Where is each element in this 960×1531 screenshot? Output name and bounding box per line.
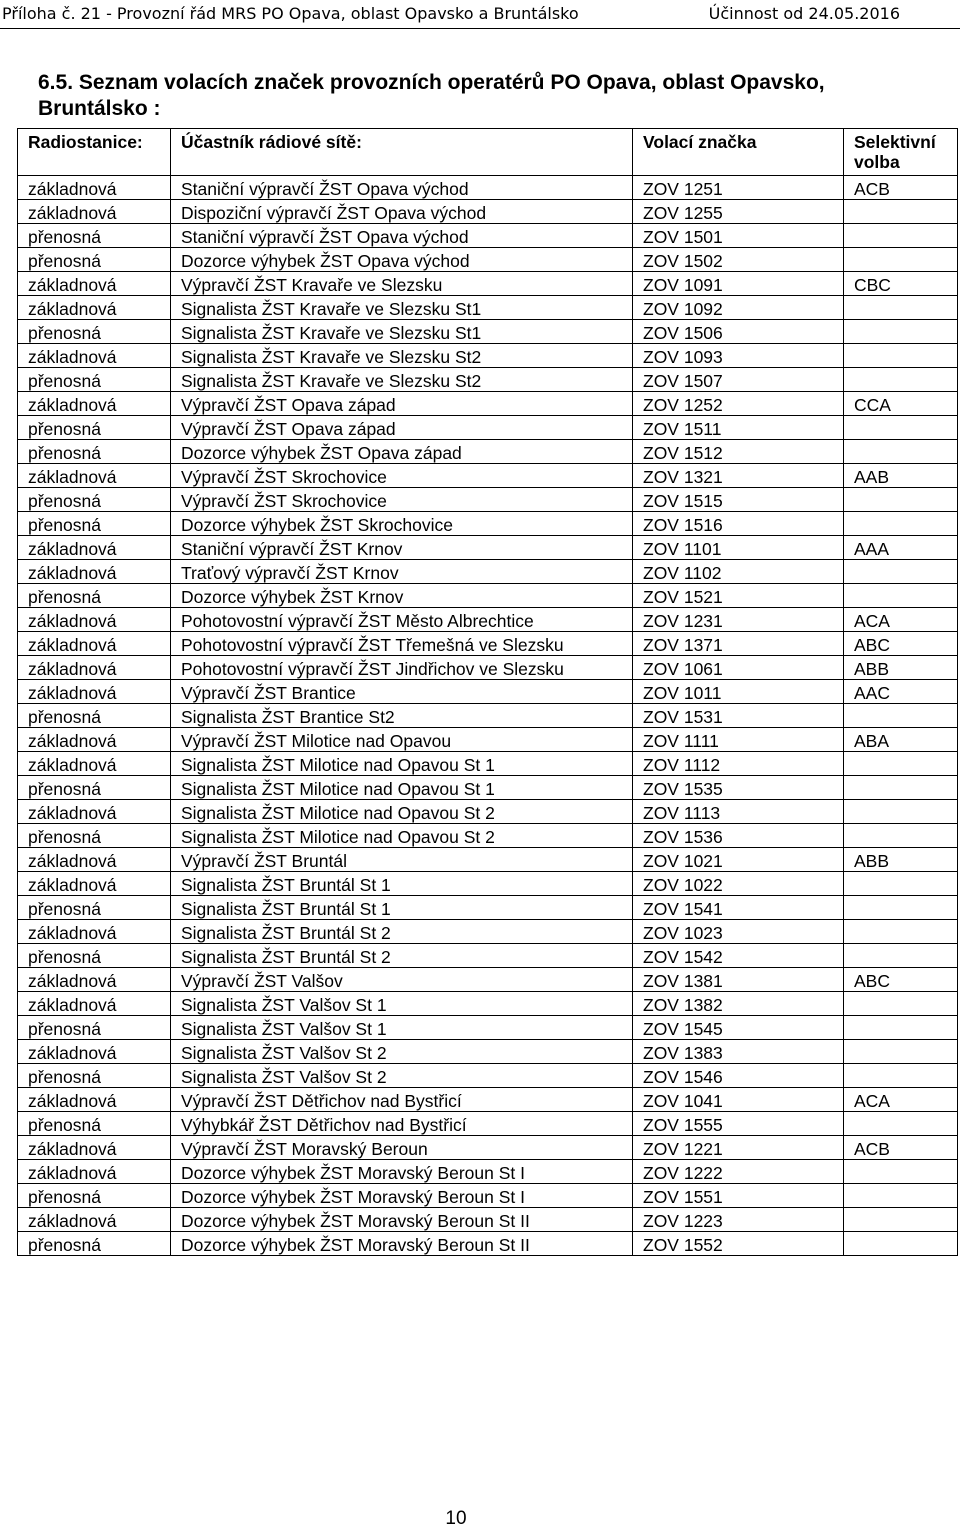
cell-radio-type: přenosná <box>18 488 171 512</box>
cell-participant: Signalista ŽST Milotice nad Opavou St 2 <box>171 824 633 848</box>
cell-radio-type: přenosná <box>18 824 171 848</box>
cell-selective-call: AAB <box>844 464 958 488</box>
table-row <box>18 992 958 1016</box>
cell-selective-call: ACB <box>844 176 958 200</box>
cell-radio-type: přenosná <box>18 1064 171 1088</box>
column-header-radio: Radiostanice: <box>18 129 171 176</box>
cell-radio-type: základnová <box>18 296 171 320</box>
cell-selective-call: ACB <box>844 1136 958 1160</box>
cell-call-sign: ZOV 1541 <box>633 896 844 920</box>
cell-selective-call <box>844 224 958 248</box>
cell-participant: Signalista ŽST Valšov St 2 <box>171 1040 633 1064</box>
cell-call-sign: ZOV 1512 <box>633 440 844 464</box>
table-row <box>18 968 958 992</box>
cell-radio-type: základnová <box>18 752 171 776</box>
table-row <box>18 728 958 752</box>
cell-selective-call <box>844 488 958 512</box>
cell-call-sign: ZOV 1093 <box>633 344 844 368</box>
running-header <box>0 0 960 28</box>
cell-participant: Traťový výpravčí ŽST Krnov <box>171 560 633 584</box>
cell-selective-call <box>844 1184 958 1208</box>
cell-participant: Dozorce výhybek ŽST Krnov <box>171 584 633 608</box>
cell-call-sign: ZOV 1222 <box>633 1160 844 1184</box>
cell-participant: Výpravčí ŽST Opava západ <box>171 392 633 416</box>
header-divider <box>0 28 960 29</box>
cell-radio-type: základnová <box>18 680 171 704</box>
cell-radio-type: základnová <box>18 800 171 824</box>
cell-radio-type: základnová <box>18 272 171 296</box>
column-header-call-sign: Volací značka <box>633 129 844 176</box>
cell-selective-call: AAC <box>844 680 958 704</box>
cell-call-sign: ZOV 1022 <box>633 872 844 896</box>
cell-selective-call: CCA <box>844 392 958 416</box>
cell-participant: Signalista ŽST Kravaře ve Slezsku St2 <box>171 344 633 368</box>
cell-selective-call <box>844 584 958 608</box>
cell-call-sign: ZOV 1041 <box>633 1088 844 1112</box>
cell-participant: Výpravčí ŽST Moravský Beroun <box>171 1136 633 1160</box>
cell-selective-call <box>844 1160 958 1184</box>
cell-selective-call <box>844 1040 958 1064</box>
table-row <box>18 632 958 656</box>
cell-participant: Výpravčí ŽST Valšov <box>171 968 633 992</box>
cell-call-sign: ZOV 1535 <box>633 776 844 800</box>
table-row <box>18 176 958 200</box>
table-row <box>18 896 958 920</box>
cell-participant: Pohotovostní výpravčí ŽST Město Albrechtice <box>171 608 633 632</box>
cell-selective-call <box>844 800 958 824</box>
cell-radio-type: základnová <box>18 464 171 488</box>
cell-radio-type: základnová <box>18 1136 171 1160</box>
cell-call-sign: ZOV 1061 <box>633 656 844 680</box>
cell-call-sign: ZOV 1371 <box>633 632 844 656</box>
table-row <box>18 1136 958 1160</box>
cell-selective-call <box>844 1112 958 1136</box>
cell-call-sign: ZOV 1221 <box>633 1136 844 1160</box>
cell-call-sign: ZOV 1383 <box>633 1040 844 1064</box>
table-row <box>18 1160 958 1184</box>
cell-participant: Signalista ŽST Milotice nad Opavou St 1 <box>171 752 633 776</box>
cell-selective-call <box>844 1064 958 1088</box>
cell-radio-type: přenosná <box>18 896 171 920</box>
table-row <box>18 392 958 416</box>
cell-participant: Výpravčí ŽST Bruntál <box>171 848 633 872</box>
cell-radio-type: základnová <box>18 392 171 416</box>
cell-radio-type: základnová <box>18 536 171 560</box>
cell-call-sign: ZOV 1546 <box>633 1064 844 1088</box>
cell-call-sign: ZOV 1091 <box>633 272 844 296</box>
cell-selective-call <box>844 872 958 896</box>
table-row <box>18 368 958 392</box>
cell-participant: Signalista ŽST Valšov St 2 <box>171 1064 633 1088</box>
cell-radio-type: základnová <box>18 176 171 200</box>
cell-participant: Dozorce výhybek ŽST Moravský Beroun St II <box>171 1232 633 1256</box>
cell-call-sign: ZOV 1011 <box>633 680 844 704</box>
table-row <box>18 920 958 944</box>
cell-call-sign: ZOV 1092 <box>633 296 844 320</box>
table-header-row <box>18 129 958 176</box>
cell-participant: Signalista ŽST Bruntál St 2 <box>171 944 633 968</box>
table-row <box>18 440 958 464</box>
cell-selective-call <box>844 320 958 344</box>
section-title: 6.5. Seznam volacích značek provozních operatérů PO Opava, oblast Opavsko, Bruntálsko : <box>38 71 825 120</box>
column-header-selective-call: Selektivní volba <box>844 129 958 176</box>
table-row <box>18 464 958 488</box>
table-row <box>18 944 958 968</box>
cell-participant: Dozorce výhybek ŽST Skrochovice <box>171 512 633 536</box>
cell-radio-type: přenosná <box>18 584 171 608</box>
table-row <box>18 872 958 896</box>
cell-participant: Dozorce výhybek ŽST Moravský Beroun St II <box>171 1208 633 1232</box>
cell-call-sign: ZOV 1531 <box>633 704 844 728</box>
cell-call-sign: ZOV 1101 <box>633 536 844 560</box>
cell-call-sign: ZOV 1231 <box>633 608 844 632</box>
cell-selective-call <box>844 344 958 368</box>
cell-call-sign: ZOV 1102 <box>633 560 844 584</box>
cell-call-sign: ZOV 1542 <box>633 944 844 968</box>
cell-selective-call <box>844 248 958 272</box>
cell-radio-type: základnová <box>18 968 171 992</box>
cell-selective-call <box>844 368 958 392</box>
table-row <box>18 1040 958 1064</box>
cell-selective-call <box>844 1208 958 1232</box>
cell-radio-type: přenosná <box>18 704 171 728</box>
cell-call-sign: ZOV 1382 <box>633 992 844 1016</box>
cell-call-sign: ZOV 1321 <box>633 464 844 488</box>
cell-participant: Dozorce výhybek ŽST Opava východ <box>171 248 633 272</box>
cell-call-sign: ZOV 1112 <box>633 752 844 776</box>
table-row <box>18 752 958 776</box>
cell-participant: Signalista ŽST Milotice nad Opavou St 2 <box>171 800 633 824</box>
cell-call-sign: ZOV 1551 <box>633 1184 844 1208</box>
cell-radio-type: přenosná <box>18 512 171 536</box>
cell-selective-call <box>844 416 958 440</box>
table-row <box>18 1064 958 1088</box>
table-row <box>18 584 958 608</box>
cell-call-sign: ZOV 1552 <box>633 1232 844 1256</box>
table-row <box>18 536 958 560</box>
cell-selective-call <box>844 704 958 728</box>
cell-participant: Signalista ŽST Valšov St 1 <box>171 1016 633 1040</box>
cell-radio-type: přenosná <box>18 776 171 800</box>
cell-call-sign: ZOV 1511 <box>633 416 844 440</box>
cell-radio-type: základnová <box>18 1088 171 1112</box>
cell-radio-type: základnová <box>18 1208 171 1232</box>
cell-participant: Výpravčí ŽST Kravaře ve Slezsku <box>171 272 633 296</box>
cell-selective-call: ABB <box>844 848 958 872</box>
cell-call-sign: ZOV 1501 <box>633 224 844 248</box>
cell-radio-type: základnová <box>18 560 171 584</box>
cell-selective-call: AAA <box>844 536 958 560</box>
cell-selective-call <box>844 512 958 536</box>
cell-selective-call: ABC <box>844 968 958 992</box>
cell-radio-type: základnová <box>18 1040 171 1064</box>
column-header-participant: Účastník rádiové sítě: <box>171 129 633 176</box>
cell-radio-type: základnová <box>18 920 171 944</box>
table-row <box>18 776 958 800</box>
cell-call-sign: ZOV 1555 <box>633 1112 844 1136</box>
table-row <box>18 560 958 584</box>
cell-radio-type: základnová <box>18 1160 171 1184</box>
cell-radio-type: přenosná <box>18 1016 171 1040</box>
cell-selective-call <box>844 296 958 320</box>
table-row <box>18 1088 958 1112</box>
header-document-title: Příloha č. 21 - Provozní řád MRS PO Opava, oblast Opavsko a Bruntálsko <box>2 4 579 23</box>
cell-participant: Staniční výpravčí ŽST Opava východ <box>171 224 633 248</box>
cell-participant: Dozorce výhybek ŽST Opava západ <box>171 440 633 464</box>
cell-participant: Pohotovostní výpravčí ŽST Jindřichov ve Slezsku <box>171 656 633 680</box>
cell-selective-call: ABC <box>844 632 958 656</box>
cell-participant: Signalista ŽST Kravaře ve Slezsku St1 <box>171 320 633 344</box>
table-row <box>18 824 958 848</box>
cell-selective-call <box>844 920 958 944</box>
cell-participant: Signalista ŽST Kravaře ve Slezsku St1 <box>171 296 633 320</box>
cell-call-sign: ZOV 1255 <box>633 200 844 224</box>
cell-radio-type: základnová <box>18 200 171 224</box>
cell-call-sign: ZOV 1251 <box>633 176 844 200</box>
cell-call-sign: ZOV 1536 <box>633 824 844 848</box>
cell-selective-call <box>844 824 958 848</box>
cell-selective-call: ABA <box>844 728 958 752</box>
table-body <box>18 176 958 1256</box>
page-number: 10 <box>445 1508 467 1529</box>
cell-radio-type: přenosná <box>18 440 171 464</box>
cell-selective-call: CBC <box>844 272 958 296</box>
table-row <box>18 296 958 320</box>
cell-participant: Signalista ŽST Bruntál St 1 <box>171 896 633 920</box>
cell-call-sign: ZOV 1252 <box>633 392 844 416</box>
cell-radio-type: přenosná <box>18 368 171 392</box>
table-row <box>18 320 958 344</box>
cell-selective-call: ACA <box>844 1088 958 1112</box>
cell-radio-type: základnová <box>18 632 171 656</box>
cell-radio-type: přenosná <box>18 944 171 968</box>
cell-selective-call <box>844 1016 958 1040</box>
call-sign-table <box>17 128 958 1256</box>
table-row <box>18 272 958 296</box>
table-row <box>18 608 958 632</box>
cell-participant: Signalista ŽST Milotice nad Opavou St 1 <box>171 776 633 800</box>
cell-participant: Výpravčí ŽST Skrochovice <box>171 488 633 512</box>
cell-radio-type: základnová <box>18 344 171 368</box>
cell-participant: Výpravčí ŽST Brantice <box>171 680 633 704</box>
cell-call-sign: ZOV 1021 <box>633 848 844 872</box>
table-row <box>18 248 958 272</box>
table-row <box>18 512 958 536</box>
cell-call-sign: ZOV 1111 <box>633 728 844 752</box>
table-row <box>18 848 958 872</box>
table-row <box>18 1208 958 1232</box>
cell-selective-call <box>844 992 958 1016</box>
table-row <box>18 200 958 224</box>
cell-radio-type: základnová <box>18 848 171 872</box>
table-row <box>18 800 958 824</box>
cell-participant: Dispoziční výpravčí ŽST Opava východ <box>171 200 633 224</box>
cell-selective-call <box>844 776 958 800</box>
cell-selective-call: ABB <box>844 656 958 680</box>
table-row <box>18 488 958 512</box>
cell-radio-type: základnová <box>18 728 171 752</box>
cell-radio-type: přenosná <box>18 224 171 248</box>
cell-call-sign: ZOV 1545 <box>633 1016 844 1040</box>
cell-call-sign: ZOV 1516 <box>633 512 844 536</box>
cell-radio-type: základnová <box>18 608 171 632</box>
cell-participant: Signalista ŽST Kravaře ve Slezsku St2 <box>171 368 633 392</box>
table-row <box>18 1184 958 1208</box>
cell-selective-call <box>844 200 958 224</box>
table-row <box>18 1112 958 1136</box>
cell-radio-type: základnová <box>18 992 171 1016</box>
cell-participant: Výpravčí ŽST Milotice nad Opavou <box>171 728 633 752</box>
cell-call-sign: ZOV 1515 <box>633 488 844 512</box>
cell-radio-type: základnová <box>18 872 171 896</box>
cell-participant: Dozorce výhybek ŽST Moravský Beroun St I <box>171 1160 633 1184</box>
cell-call-sign: ZOV 1506 <box>633 320 844 344</box>
cell-call-sign: ZOV 1381 <box>633 968 844 992</box>
cell-participant: Staniční výpravčí ŽST Opava východ <box>171 176 633 200</box>
cell-call-sign: ZOV 1223 <box>633 1208 844 1232</box>
table-row <box>18 1232 958 1256</box>
cell-participant: Výpravčí ŽST Opava západ <box>171 416 633 440</box>
cell-call-sign: ZOV 1507 <box>633 368 844 392</box>
cell-call-sign: ZOV 1023 <box>633 920 844 944</box>
cell-selective-call: ACA <box>844 608 958 632</box>
cell-call-sign: ZOV 1521 <box>633 584 844 608</box>
cell-call-sign: ZOV 1113 <box>633 800 844 824</box>
table-row <box>18 656 958 680</box>
cell-participant: Signalista ŽST Valšov St 1 <box>171 992 633 1016</box>
cell-participant: Staniční výpravčí ŽST Krnov <box>171 536 633 560</box>
table-row <box>18 1016 958 1040</box>
cell-participant: Dozorce výhybek ŽST Moravský Beroun St I <box>171 1184 633 1208</box>
cell-participant: Výpravčí ŽST Dětřichov nad Bystřicí <box>171 1088 633 1112</box>
cell-radio-type: přenosná <box>18 1184 171 1208</box>
cell-selective-call <box>844 1232 958 1256</box>
cell-selective-call <box>844 440 958 464</box>
cell-radio-type: přenosná <box>18 320 171 344</box>
table-row <box>18 224 958 248</box>
cell-participant: Výpravčí ŽST Skrochovice <box>171 464 633 488</box>
cell-radio-type: přenosná <box>18 1232 171 1256</box>
cell-selective-call <box>844 752 958 776</box>
cell-radio-type: základnová <box>18 656 171 680</box>
cell-radio-type: přenosná <box>18 248 171 272</box>
table-row <box>18 416 958 440</box>
table-row <box>18 704 958 728</box>
cell-participant: Výhybkář ŽST Dětřichov nad Bystřicí <box>171 1112 633 1136</box>
cell-radio-type: přenosná <box>18 1112 171 1136</box>
table-row <box>18 680 958 704</box>
cell-participant: Pohotovostní výpravčí ŽST Třemešná ve Slezsku <box>171 632 633 656</box>
cell-call-sign: ZOV 1502 <box>633 248 844 272</box>
cell-participant: Signalista ŽST Bruntál St 1 <box>171 872 633 896</box>
table-row <box>18 344 958 368</box>
cell-participant: Signalista ŽST Brantice St2 <box>171 704 633 728</box>
header-effective-date: Účinnost od 24.05.2016 <box>708 4 900 23</box>
cell-participant: Signalista ŽST Bruntál St 2 <box>171 920 633 944</box>
cell-selective-call <box>844 896 958 920</box>
cell-radio-type: přenosná <box>18 416 171 440</box>
cell-selective-call <box>844 560 958 584</box>
cell-selective-call <box>844 944 958 968</box>
